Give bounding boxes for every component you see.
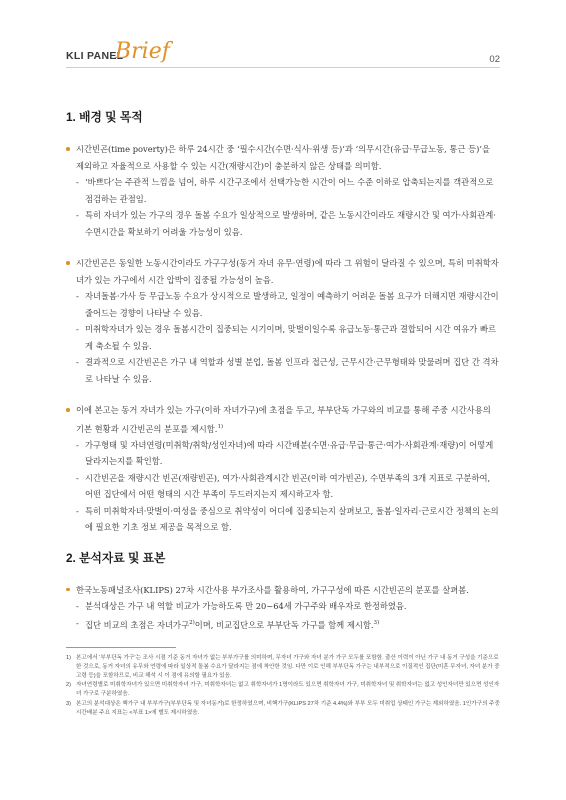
footnote-number: 2): [66, 682, 71, 689]
dash-icon: -: [76, 210, 79, 220]
header-divider: [66, 67, 500, 68]
bullet-text: 시간빈곤은 동일한 노동시간이라도 가구구성(동거 자녀 유무·연령)에 따라 그 위험이 달라질 수 있으며, 특히 미취학자녀가 있는 가구에서 시간 압박이 집중될 가능성이 높음.: [76, 258, 499, 285]
footnote-ref: 3): [373, 619, 380, 626]
bullet-dot-icon: [66, 147, 70, 151]
dash-icon: -: [76, 439, 79, 450]
main-content: [66, 108, 500, 633]
footnotes: [66, 647, 500, 719]
sub-item: [66, 174, 500, 207]
bullet-item: [66, 255, 500, 288]
sub-text: ‘바쁘다’는 주관적 느낌을 넘어, 하루 시간구조에서 선택가능한 시간이 어느 수준 이하로 압축되는지를 객관적으로 점검하는 관점임.: [85, 177, 494, 204]
sub-item: [66, 288, 500, 321]
bullet-item: [66, 582, 500, 599]
bullet-dot-icon: [66, 261, 70, 265]
dash-icon: -: [76, 472, 79, 483]
footnote-item: [66, 700, 500, 718]
sub-item: [66, 598, 500, 615]
sub-text: 자녀돌봄·가사 등 무급노동 수요가 상시적으로 발생하고, 일정이 예측하기 어려운 돌봄 요구가 더해지면 재량시간이 줄어드는 경향이 나타날 수 있음.: [85, 291, 499, 318]
dash-icon: -: [76, 601, 79, 612]
sub-text: 미취학자녀가 있는 경우 돌봄시간이 집중되는 시기이며, 맞벌이일수록 유급노동·통근과 결합되어 시간 여유가 빠르게 축소될 수 있음.: [85, 324, 496, 351]
sub-text: 결과적으로 시간빈곤은 가구 내 역할과 성별 분업, 돌봄 인프라 접근성, 근무시간·근무형태와 맞물려며 집단 간 격차로 나타날 수 있음.: [85, 357, 499, 384]
section-title-background: 1. 배경 및 목적: [66, 110, 143, 124]
dash-icon: -: [76, 357, 79, 367]
page-header: [0, 0, 566, 82]
dash-icon: -: [76, 617, 79, 628]
bullet-text: 시간빈곤(time poverty)은 하루 24시간 중 ‘필수시간(수면·식사·위생 등)’과 ‘의무시간(유급·무급노동, 통근 등)’을 제외하고 자율적으로 사용할 수 있는 시간(재량시간)이 충분하지 않은 상태를 의미함.: [76, 144, 491, 171]
section-title-data-sample: 2. 분석자료 및 표본: [66, 550, 166, 565]
sub-text: 특히 미취학자녀·맞벌이·여성을 중심으로 취약성이 어디에 집중되는지 살펴보고, 돌봄·일자리·근로시간 정책의 논의에 필요한 기초 정보 제공을 목적으로 함.: [85, 505, 499, 533]
brand-name: KLI PANEL: [66, 50, 124, 62]
sub-item: [66, 437, 500, 470]
sub-text: 집단 비교의 초점은 자녀가구: [85, 619, 190, 630]
footnote-text: 자녀연령별로 미취학자녀가 있으면 미취학자녀 가구, 미취학자녀는 없고 취학자녀가 1명이라도 있으면 취학자녀 가구, 미취학자녀 및 취학자녀는 없고 성인자녀만 있으면 성인자녀 가구로 구분하였음.: [76, 682, 500, 698]
footnote-text: 본고에서 ‘부부단독 가구’는 조사 시점 기준 동거 자녀가 없는 부부가구를 의미하며, 무자녀 가구와 자녀 분가 가구 모두를 포함함. 출산 이력이 아닌 가구 내 동거 구성을 기준으로 한 것으로, 동거 자녀의 유무와 연령에 따라 일상적 돌봄 수요가 달라지는 점에 착안한 것임. 다만 이로 인해 부부단독 가구는 내부적으로 이질적인 집단(미혼 무자녀, 자녀 분가 중고령 등)을 포함하므로, 비교 해석 시 이 점에 유의할 필요가 있음.: [76, 655, 500, 679]
bullet-item: [66, 141, 500, 174]
dash-icon: -: [76, 505, 79, 516]
footnote-number: 3): [66, 700, 71, 707]
footnote-number: 1): [66, 655, 71, 661]
bullet-text: 이에 본고는 동거 자녀가 있는 가구(이하 자녀가구)에 초점을 두고, 부부단독 가구와의 비교를 통해 주중 시간사용의 기본 현황과 시간빈곤의 분포를 제시함.: [76, 405, 491, 434]
bullet-item: [66, 402, 500, 437]
sub-item: [66, 470, 500, 503]
sub-item: [66, 354, 500, 387]
footnote-item: [66, 654, 500, 680]
dash-icon: -: [76, 177, 79, 187]
sub-item: [66, 615, 500, 633]
sub-text: 특히 자녀가 있는 가구의 경우 돌봄 수요가 일상적으로 발생하며, 같은 노동시간이라도 재량시간 및 여가·사회관계·수면시간을 확보하기 어려울 가능성이 있음.: [85, 210, 496, 237]
bullet-dot-icon: [66, 588, 70, 592]
sub-text: 분석대상은 가구 내 역할 비교가 가능하도록 만 20~64세 가구주와 배우자로 한정하였음.: [85, 601, 407, 612]
sub-text: 가구형태 및 자녀연령(미취학/취학/성인자녀)에 따라 시간배분(수면·유급·무급·통근·여가·사회관계·재량)이 어떻게 달라지는지를 확인함.: [85, 439, 494, 467]
page-number: 02: [489, 54, 500, 65]
bullet-text: 한국노동패널조사(KLIPS) 27차 시간사용 부가조사를 활용하여, 가구구성에 따른 시간빈곤의 분포를 살펴봄.: [76, 584, 469, 595]
sub-item: [66, 321, 500, 354]
dash-icon: -: [76, 324, 79, 334]
sub-item: [66, 503, 500, 536]
footnote-ref: 1): [217, 423, 224, 430]
footnote-ref: 2): [189, 619, 195, 626]
dash-icon: -: [76, 291, 79, 301]
brand-logo-script: Brief: [115, 39, 170, 64]
footnote-text: 본고의 분석대상은 핵가구 내 부부가구(부부단독 및 자녀동거)로 한정하였으며, 비핵가구(KLIPS 27차 기준 4.4%)와 부부 모두 미취업 상태인 가구는 제외하였음. 1인가구의 주중 시간배분 주요 지표는 <부표 1>에 별도 제시하였음.: [76, 700, 500, 716]
footnote-item: [66, 681, 500, 699]
sub-text: 시간빈곤을 재량시간 빈곤(재량빈곤), 여가·사회관계시간 빈곤(이하 여가빈곤), 수면부족의 3개 지표로 구분하여, 어떤 집단에서 어떤 형태의 시간 부족이 두드러지는지 제시하고자 함.: [85, 472, 491, 500]
sub-item: [66, 207, 500, 240]
bullet-dot-icon: [66, 408, 70, 412]
sub-text-tail: 이며, 비교집단으로 부부단독 가구를 함께 제시함.: [194, 619, 374, 630]
footnote-divider: [66, 647, 176, 648]
